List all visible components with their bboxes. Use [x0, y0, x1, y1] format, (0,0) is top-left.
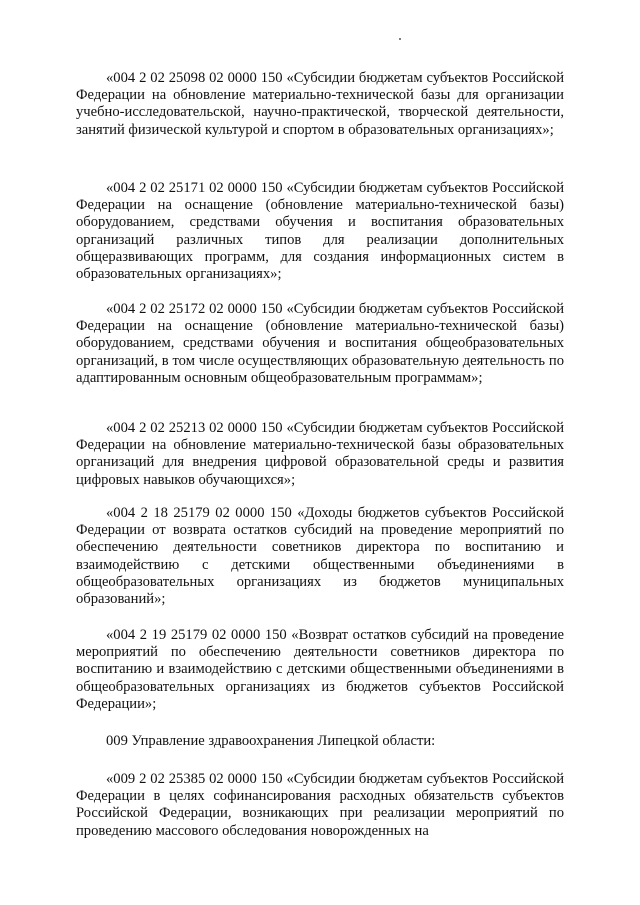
paragraph-004-2-19-25179: «004 2 19 25179 02 0000 150 «Возврат остатков субсидий на проведение мероприятий по обеспечению деятельности советников директора по воспитанию и взаимодействию с детскими общественными объединениями в общеобразовательных организациях из бюджетов субъектов Российской Федерации»; — [76, 627, 564, 712]
paragraph-004-25171: «004 2 02 25171 02 0000 150 «Субсидии бюджетам субъектов Российской Федерации на оснащение (обновление материально-технической базы) оборудованием, средствами обучения и воспитания образовательных организаций различных типов для реализации дополнительных общеразвивающих программ, для создания информационных систем в образовательных организациях»; — [76, 180, 564, 283]
page-mark — [399, 38, 401, 40]
section-heading-009: 009 Управление здравоохранения Липецкой области: — [106, 733, 436, 749]
paragraph-004-25213: «004 2 02 25213 02 0000 150 «Субсидии бюджетам субъектов Российской Федерации на обновление материально-технической базы образовательных организаций для внедрения цифровой образовательной среды и развития цифровых навыков обучающихся»; — [76, 420, 564, 488]
paragraph-004-25098: «004 2 02 25098 02 0000 150 «Субсидии бюджетам субъектов Российской Федерации на обновление материально-технической базы для организации учебно-исследовательской, научно-практической, творческой деятельности, занятий физической культурой и спортом в образовательных организациях»; — [76, 70, 564, 138]
paragraph-009-25385: «009 2 02 25385 02 0000 150 «Субсидии бюджетам субъектов Российской Федерации в целях софинансирования расходных обязательств субъектов Российской Федерации, возникающих при реализации мероприятий по проведению массового обследования новорожденных на — [76, 771, 564, 839]
paragraph-004-25172: «004 2 02 25172 02 0000 150 «Субсидии бюджетам субъектов Российской Федерации на оснащение (обновление материально-технической базы) оборудованием, средствами обучения и воспитания общеобразовательных организаций, в том числе осуществляющих образовательную деятельность по адаптированным основным общеобразовательным программам»; — [76, 301, 564, 386]
paragraph-004-2-18-25179: «004 2 18 25179 02 0000 150 «Доходы бюджетов субъектов Российской Федерации от возврата остатков субсидий на проведение мероприятий по обеспечению деятельности советников директора по воспитанию и взаимодействию с детскими общественными объединениями в общеобразовательных организациях из бюджетов муниципальных образований»; — [76, 505, 564, 608]
